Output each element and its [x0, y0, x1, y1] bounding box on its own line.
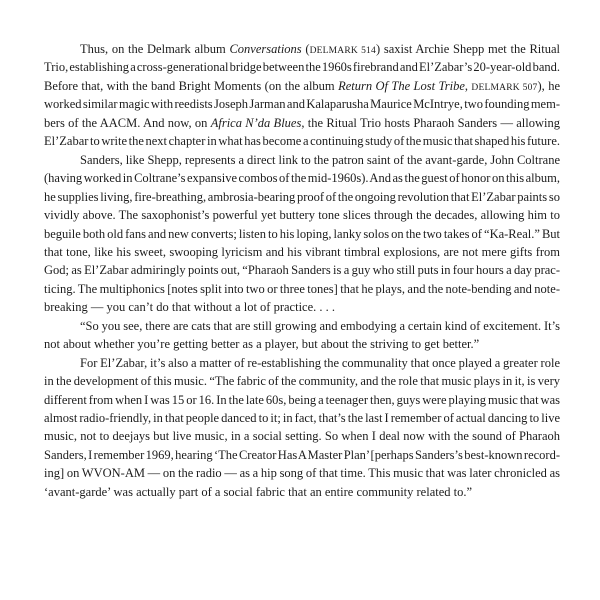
text-line	[44, 77, 560, 97]
text-segment: ‘avant-garde’ was actually part of a social fabric that an entire community related to.”	[44, 484, 473, 499]
text-segment: ), he	[537, 78, 560, 93]
text-segment: vividly above. The saxophonist’s powerful yet buttery tone slices through the decades, allowing him to	[44, 208, 560, 223]
text-line	[44, 372, 560, 390]
text-line	[44, 225, 560, 243]
text-segment: Sanders, like Shepp, represents a direct link to the patron saint of the avant-garde, John Coltrane	[80, 152, 560, 167]
text-segment: music, not to deejays but live music, in a social setting. So when I deal now with the sound of Pharaoh	[44, 429, 560, 444]
text-segment: that tone, like his sweet, swooping lyricism and his vibrant timbral explosions, are not mere gifts from	[44, 244, 560, 259]
text-line	[80, 151, 560, 169]
text-segment: he supplies living, fire-breathing, ambrosia-bearing proof of the ongoing revolution that El’Zabar paints so	[44, 189, 560, 204]
text-line	[44, 391, 560, 409]
text-line	[44, 169, 560, 187]
text-segment: different from when I was 15 or 16. In the late 60s, being a teenager then, guys were playing music that was	[44, 392, 560, 407]
text-line	[44, 427, 560, 445]
text-segment: For El’Zabar, it’s also a matter of re-establishing the communality that once played a greater role	[80, 355, 560, 370]
text-line	[80, 354, 560, 372]
text-line	[44, 298, 335, 316]
text-segment: ing] on WVON-AM — on the radio — as a hip song of that time. This music that was later chronicled as	[44, 466, 560, 481]
text-segment: in the development of this music. “The fabric of the community, and the role that music plays in it, is very	[44, 374, 560, 389]
text-line	[44, 206, 560, 224]
text-segment: worked similar magic with reedists Joseph Jarman and Kalaparusha Maurice McIntrye, two founding mem-	[44, 97, 560, 112]
text-segment: , the Ritual Trio hosts Pharaoh Sanders — allowing	[301, 115, 560, 130]
text-line	[44, 132, 560, 150]
text-segment: not about whether you’re getting better as a player, but about the striving to get better.”	[44, 337, 480, 352]
text-segment: God; as El’Zabar admiringly points out, “Pharaoh Sanders is a guy who still puts in four hours a day prac-	[44, 263, 560, 278]
text-segment: ) saxist Archie Shepp met the Ritual	[375, 42, 561, 56]
text-segment: Before that, with the band Bright Moments (on the album	[44, 78, 339, 93]
text-segment: El’Zabar to write the next chapter in what has become a continuing study of the music that shaped his future.	[44, 134, 560, 149]
text-segment: beguile both old fans and new converts; listen to his loping, lanky solos on the two takes of “Ka-Real.” But	[44, 226, 560, 241]
text-segment: Sanders, I remember 1969, hearing ‘The Creator Has A Master Plan’ [perhaps Sanders’s best-known record-	[44, 447, 560, 462]
album-title: Conversations	[229, 42, 302, 56]
text-line	[44, 335, 479, 353]
text-segment: ticing. The multiphonics [notes split into two or three tones] that he plays, and the note-bending and note-	[44, 281, 560, 296]
text-line	[44, 446, 560, 464]
text-line	[44, 464, 560, 482]
text-segment: breaking — you can’t do that without a lot of practice. . . .	[44, 300, 336, 315]
album-title: Africa N’da Blues	[210, 115, 302, 130]
text-line	[44, 280, 560, 298]
album-title: Return Of The Lost Tribe	[338, 78, 465, 93]
text-line	[44, 188, 560, 206]
text-line	[80, 317, 560, 335]
catalog-number: DELMARK 514	[309, 46, 376, 56]
text-line	[44, 261, 560, 279]
text-segment: Thus, on the Delmark album	[80, 42, 230, 56]
text-line	[44, 243, 560, 261]
text-segment: (having worked in Coltrane’s expansive combos of the mid-1960s). And as the guest of honor on this album,	[44, 171, 560, 186]
text-segment: (	[301, 42, 310, 56]
text-segment: “So you see, there are cats that are still growing and embodying a certain kind of excitement. It’s	[80, 318, 560, 333]
text-segment: Trio, establishing a cross-generational bridge between the 1960s firebrand and El’Zabar’s 20-year-old band.	[44, 60, 560, 75]
text-line	[44, 483, 472, 501]
catalog-number: DELMARK 507	[471, 82, 538, 93]
text-line	[44, 95, 560, 113]
text-segment: ,	[464, 78, 472, 93]
text-line	[44, 114, 560, 132]
text-line	[44, 58, 560, 76]
text-line	[44, 409, 560, 427]
text-line	[80, 40, 560, 60]
text-segment: bers of the AACM. And now, on	[44, 115, 211, 130]
text-segment: almost radio-friendly, in that people danced to it; in fact, that’s the last I remember of actual dancing to live	[44, 411, 560, 425]
